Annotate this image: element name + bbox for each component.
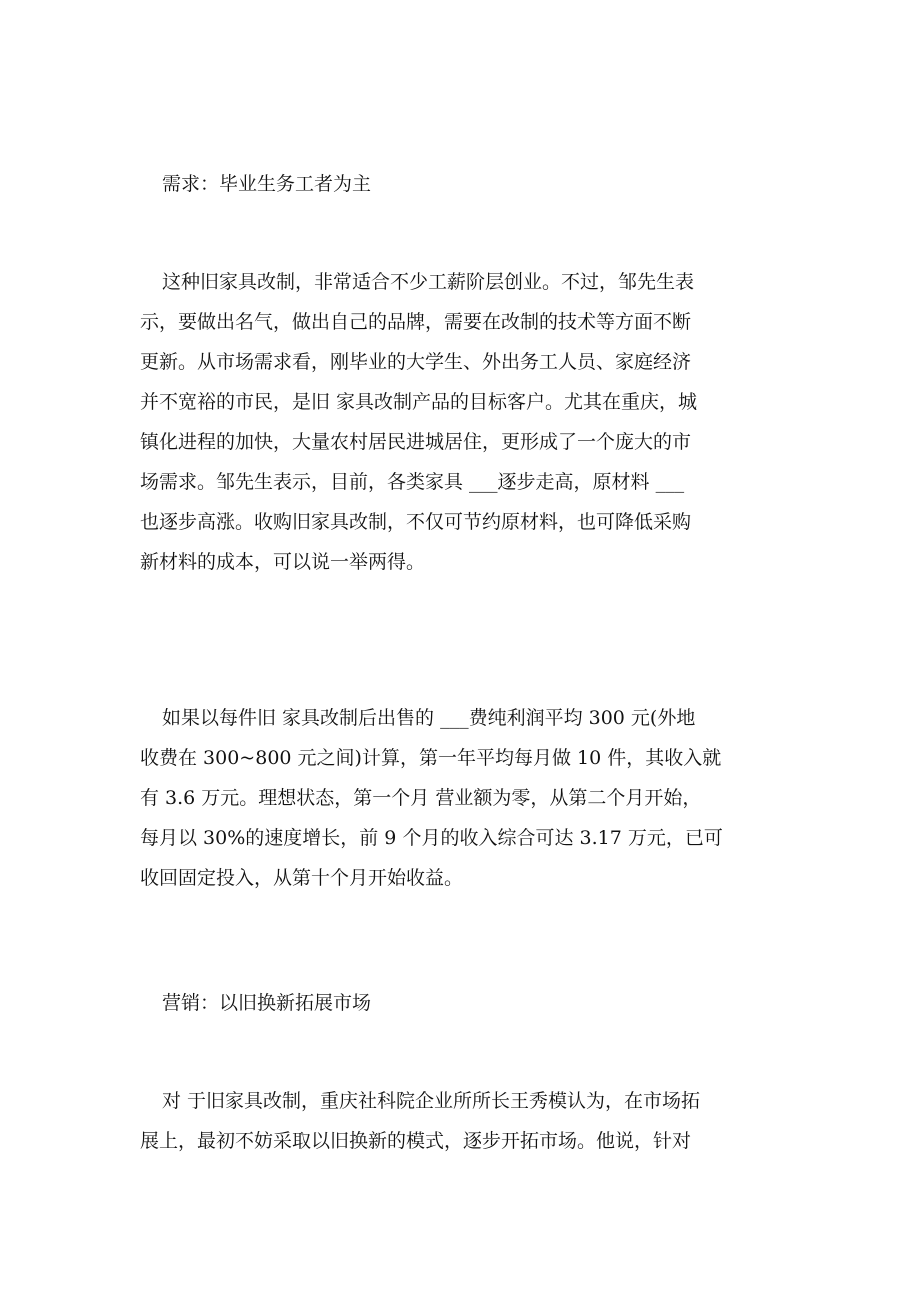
paragraph-demand [140,262,780,582]
paragraph-line: 也逐步高涨。收购旧家具改制，不仅可节约原材料，也可降低采购 [140,511,692,533]
paragraph-income [140,698,780,898]
paragraph-line: 有 3.6 万元。理想状态，第一个月 营业额为零，从第二个月开始， [140,787,702,809]
paragraph-line: 收回固定投入，从第十个月开始收益。 [140,867,464,889]
paragraph-line: 镇化进程的加快，大量农村居民进城居住，更形成了一个庞大的市 [140,431,692,453]
paragraph-line: 展上，最初不妨采取以旧换新的模式，逐步开拓市场。他说，针对 [140,1130,692,1152]
paragraph-line: 更新。从市场需求看，刚毕业的大学生、外出务工人员、家庭经济 [140,351,692,373]
paragraph-line: 这种旧家具改制，非常适合不少工薪阶层创业。不过，邹先生表 [162,271,695,293]
paragraph-line: 对 于旧家具改制，重庆社科院企业所所长王秀模认为，在市场拓 [162,1090,701,1112]
paragraph-marketing [140,1081,780,1161]
section-heading-marketing: 营销：以旧换新拓展市场 [162,992,372,1014]
paragraph-line: 场需求。邹先生表示，目前，各类家具 ___逐步走高，原材料 ___ [140,471,685,493]
paragraph-line: 每月以 30%的速度增长，前 9 个月的收入综合可达 3.17 万元，已可 [140,827,723,849]
paragraph-line: 收费在 300~800 元之间)计算，第一年平均每月做 10 件，其收入就 [140,747,722,769]
paragraph-line: 示，要做出名气，做出自己的品牌，需要在改制的技术等方面不断 [140,311,692,333]
paragraph-line: 如果以每件旧 家具改制后出售的 ___费纯利润平均 300 元(外地 [162,707,696,729]
paragraph-line: 并不宽裕的市民，是旧 家具改制产品的目标客户。尤其在重庆，城 [140,391,698,413]
section-heading-demand: 需求：毕业生务工者为主 [162,173,372,195]
paragraph-line: 新材料的成本，可以说一举两得。 [140,551,426,573]
